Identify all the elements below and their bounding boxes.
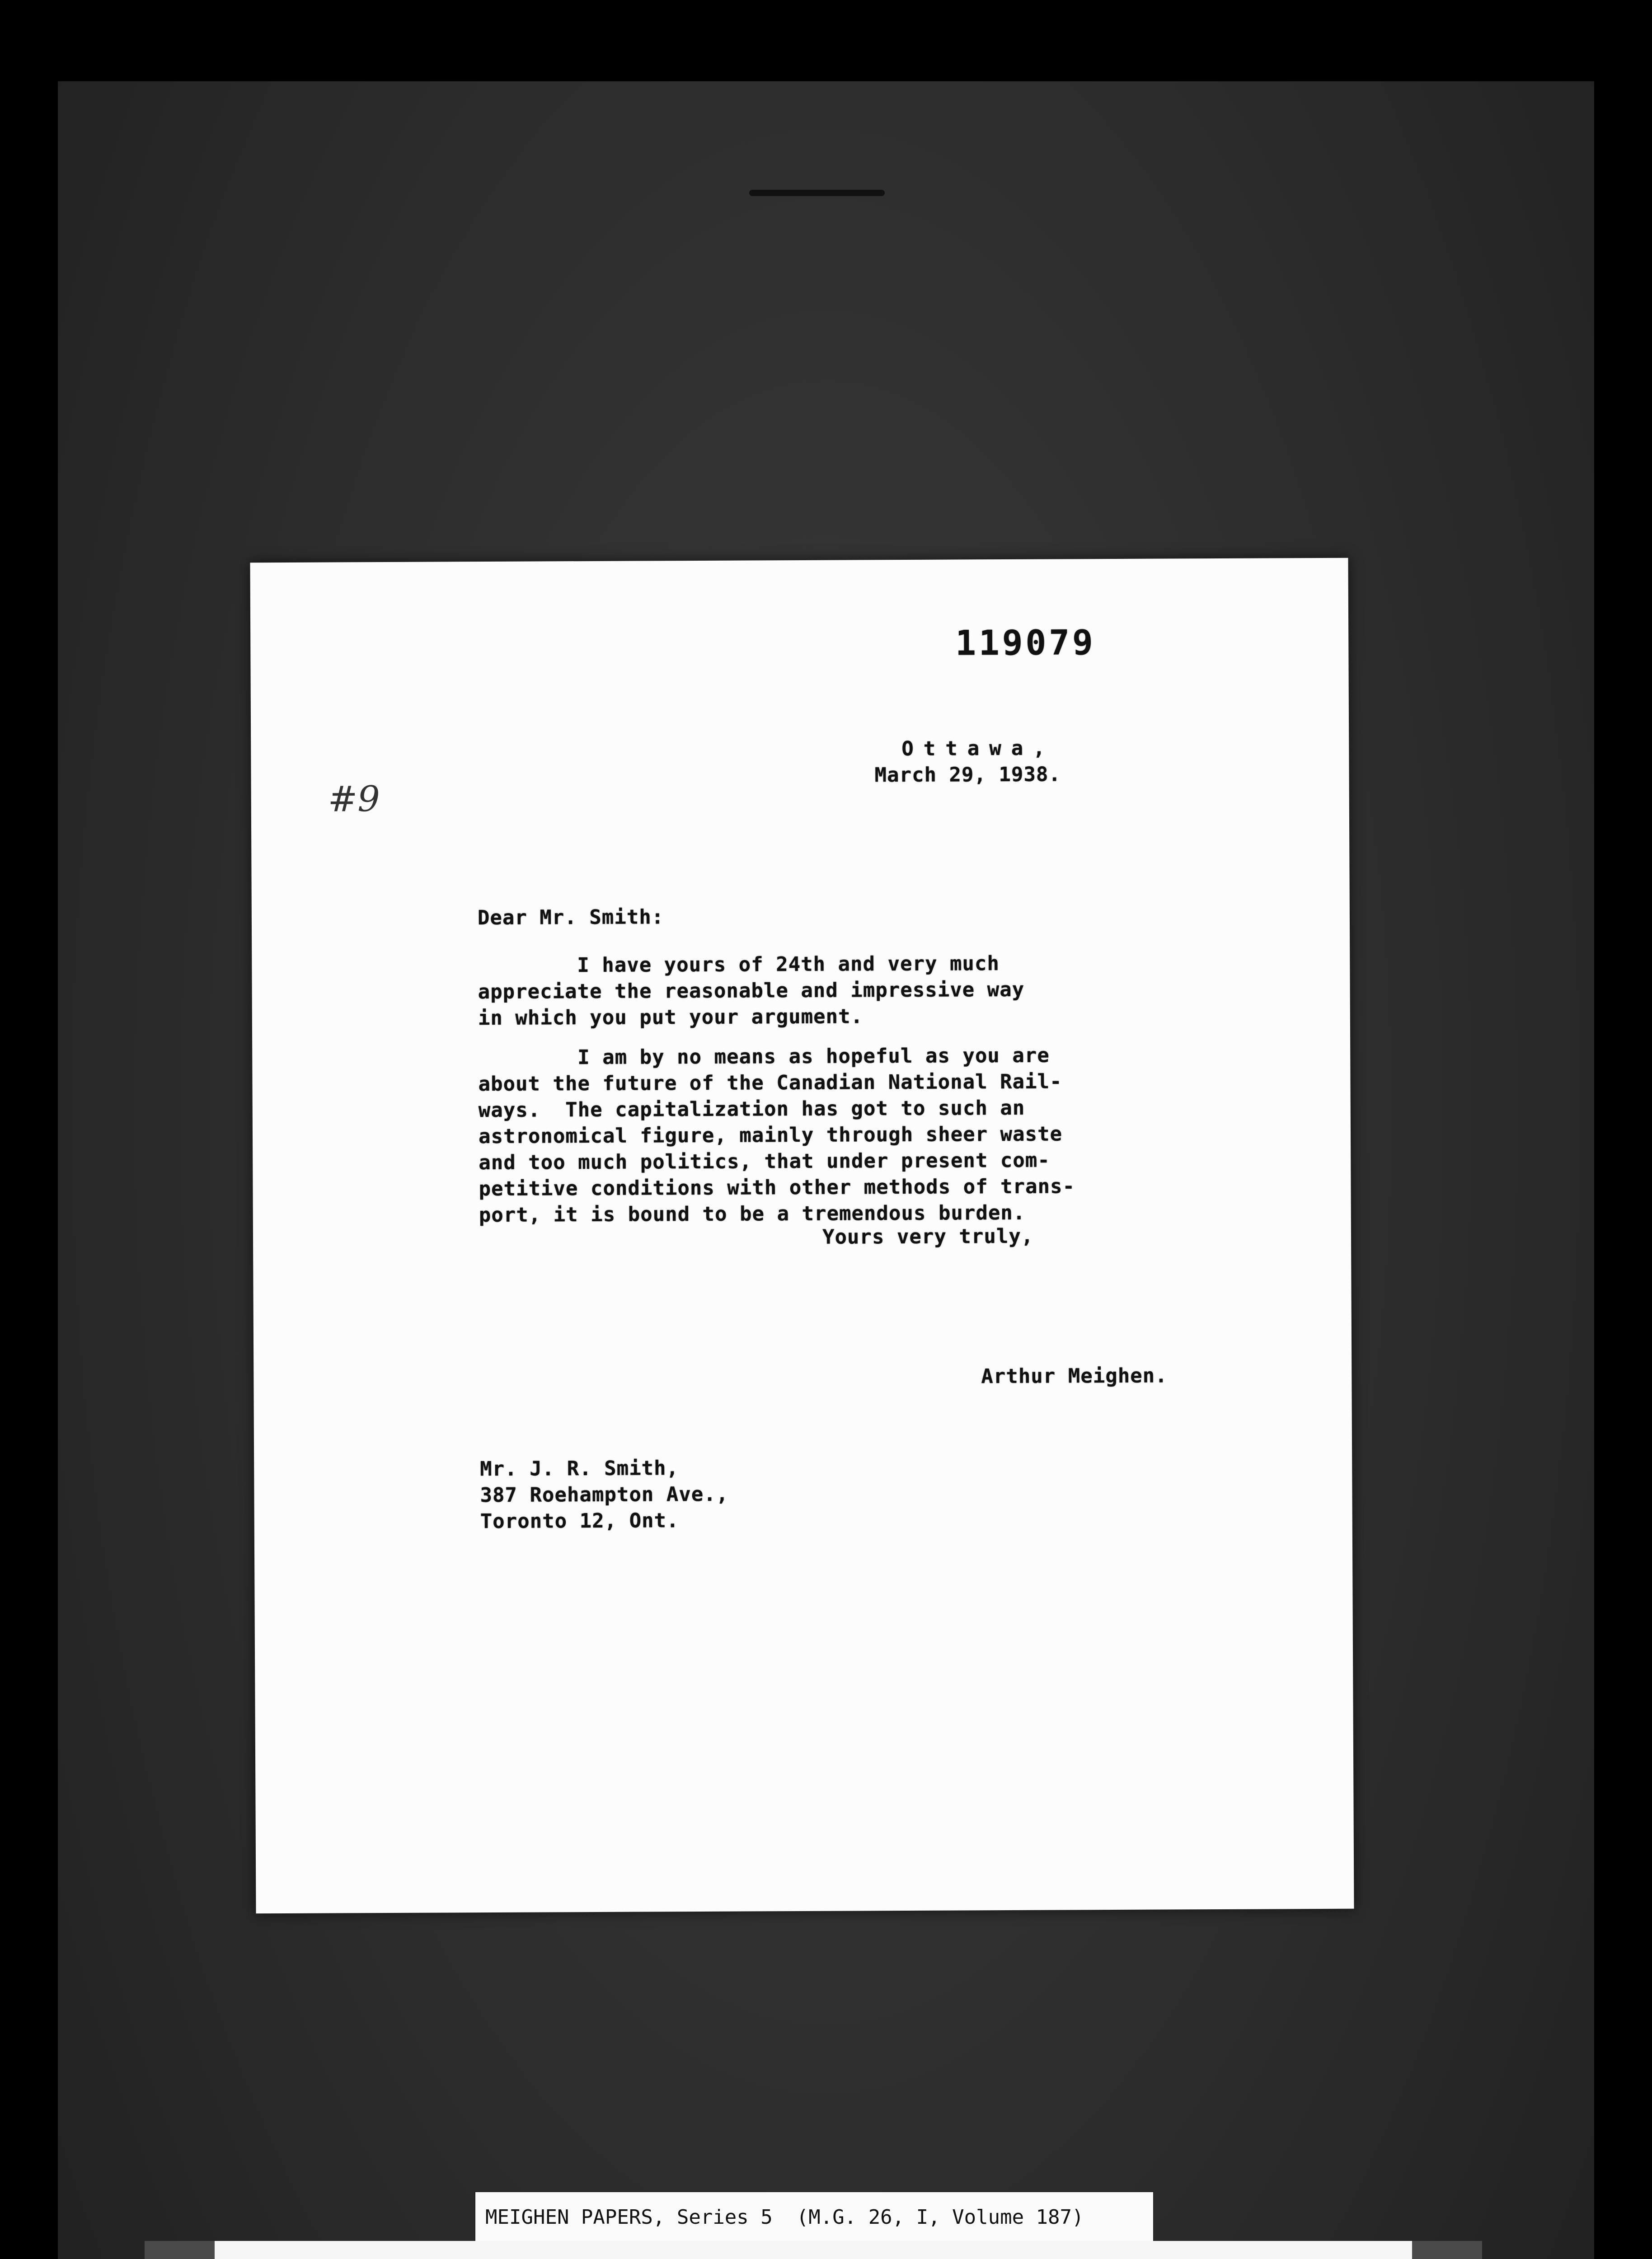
letter-closing: Yours very truly,	[822, 1224, 1034, 1249]
archive-card-face	[215, 2241, 1412, 2259]
film-clip-mark	[749, 190, 885, 196]
collection-label-text: MEIGHEN PAPERS, Series 5 (M.G. 26, I, Volume 187)	[485, 2206, 1084, 2229]
letter-paragraph-2: I am by no means as hopeful as you are about the future of the Canadian National Rail- ways. The capitalization has got to such an astronomical figure, mainly through sheer waste and too much politics, that under present com- petitive conditions with other methods of trans- port, it is bound to be a tremendous burden.	[478, 1044, 1075, 1227]
letter-paragraph-1: I have yours of 24th and very much appreciate the reasonable and impressive way in which you put your argument.	[478, 952, 1025, 1030]
letter-page	[250, 558, 1354, 1914]
letter-place: Ottawa,	[901, 736, 1055, 761]
letter-salutation: Dear Mr. Smith:	[477, 905, 664, 930]
letter-date: March 29, 1938.	[874, 763, 1061, 787]
archive-card	[145, 2241, 1482, 2259]
letter-signature: Arthur Meighen.	[981, 1364, 1168, 1388]
collection-label	[474, 2191, 1154, 2243]
document-number: 119079	[955, 622, 1096, 663]
handwritten-note: #9	[328, 779, 380, 820]
recipient-address: Mr. J. R. Smith, 387 Roehampton Ave., Toronto 12, Ont.	[480, 1457, 729, 1533]
